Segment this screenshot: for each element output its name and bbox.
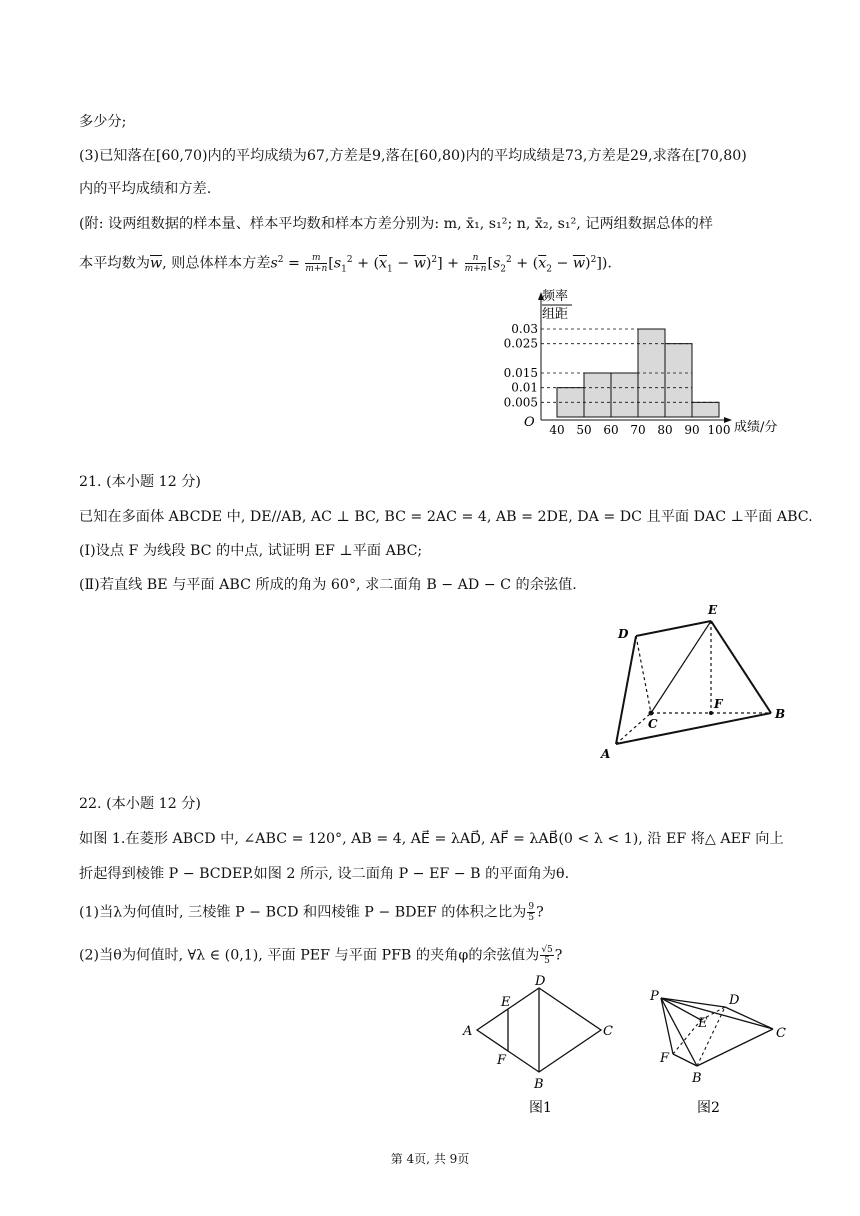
hist-xtick-label: 80 — [657, 423, 673, 437]
q22-fig2-caption: 图2 — [697, 1100, 720, 1116]
svg-text:D: D — [729, 993, 740, 1008]
q21-label-f: F — [714, 697, 723, 711]
hist-ytick-label: 0.025 — [503, 336, 538, 351]
q21-part1: (Ⅰ)设点 F 为线段 BC 的中点, 试证明 EF ⊥平面 ABC; — [79, 543, 423, 559]
q20-note-line1: (附: 设两组数据的样本量、样本平均数和样本方差分别为: m, x̄₁, s₁²; n, x̄₂, s₁², 记两组数据总体的样 — [79, 216, 713, 232]
page-footer: 第 4页, 共 9页 — [390, 1152, 470, 1166]
hist-xlabel: 成绩/分 — [734, 420, 778, 435]
svg-text:F: F — [660, 1051, 670, 1066]
q21-label-c: C — [648, 717, 658, 731]
q22-part1: (1)当λ为何值时, 三棱锥 P − BCD 和四棱锥 P − BDEF 的体积之比为 $\frac{9}{5}$ ? — [79, 902, 544, 923]
hist-xtick-label: 100 — [707, 423, 731, 437]
hist-xtick-label: 90 — [684, 423, 700, 437]
q21-stem: 已知在多面体 ABCDE 中, DE//AB, AC ⊥ BC, BC = 2AC = 4, AB = 2DE, DA = DC 且平面 DAC ⊥平面 ABC. — [79, 509, 813, 525]
svg-text:P: P — [650, 989, 659, 1004]
hist-xtick-label: 40 — [549, 423, 565, 437]
q22-fig1-caption: 图1 — [529, 1100, 552, 1116]
hist-bar-50-60 — [584, 373, 611, 417]
q20-note-line2: 本平均数为$\overline{w}$, 则总体样本方差$s^2$ = $\frac{m}{m+n}$ $[s_1^2 + (\overline{x}_1 - \overline{w})^2]$ + $\frac{n}{m+n}$ $[s_2^2 + (\overline{x}_2 - \overline{w})^2]$). — [79, 253, 612, 275]
q21-label-d: D — [618, 627, 629, 641]
hist-xtick-label: 70 — [630, 423, 646, 437]
hist-xtick-label: 50 — [576, 423, 592, 437]
hist-ytick-label: 0.01 — [511, 380, 538, 395]
q22-heading: 22. (本小题 12 分) — [79, 796, 201, 812]
hist-bar-80-90 — [665, 344, 692, 417]
svg-text:C: C — [603, 1024, 613, 1039]
svg-text:B: B — [534, 1077, 544, 1092]
q22-stem-line2: 折起得到棱锥 P − BCDEP.如图 2 所示, 设二面角 P − EF − B 的平面角为θ. — [79, 866, 570, 882]
q22-part2: (2)当θ为何值时, ∀λ ∈ (0,1), 平面 PEF 与平面 PFB 的夹角φ的余弦值为 $\frac{√5}{5}$ ? — [79, 945, 563, 966]
hist-ylabel-bottom: 组距 — [542, 307, 569, 322]
svg-text:B: B — [692, 1071, 702, 1086]
hist-ytick-label: 0.005 — [503, 395, 538, 410]
hist-ytick-label: 0.015 — [503, 366, 538, 380]
q21-polyhedron-figure — [596, 596, 796, 761]
svg-text:D: D — [535, 974, 546, 989]
svg-text:A: A — [463, 1024, 473, 1039]
q21-label-a: A — [601, 747, 611, 761]
q21-heading: 21. (本小题 12 分) — [79, 474, 201, 490]
svg-text:F: F — [497, 1053, 507, 1068]
frequency-histogram — [490, 280, 800, 440]
hist-ytick-label: 0.03 — [511, 322, 538, 336]
svg-text:C: C — [776, 1026, 786, 1041]
q21-part2: (Ⅱ)若直线 BE 与平面 ABC 所成的角为 60°, 求二面角 B − AD − C 的余弦值. — [79, 577, 577, 593]
q22-rhombus-figure-1 — [455, 972, 625, 1122]
q22-stem-line1: 如图 1.在菱形 ABCD 中, ∠ABC = 120°, AB = 4, AE⃗ = λAD⃗, AF⃗ = λAB⃗(0 < λ < 1), 沿 EF 将△ AEF 向上 — [79, 831, 784, 847]
svg-text:E: E — [698, 1016, 708, 1031]
svg-text:E: E — [501, 995, 511, 1010]
hist-xtick-label: 60 — [603, 423, 619, 437]
hist-bar-90-100 — [692, 402, 719, 417]
q20-part3-line2: 内的平均成绩和方差. — [79, 181, 212, 197]
hist-bar-60-70 — [611, 373, 638, 417]
q22-pyramid-figure-2 — [645, 982, 805, 1122]
q21-label-e: E — [708, 603, 718, 617]
q21-label-b: B — [775, 707, 786, 721]
q20-cont: 多少分; — [79, 114, 127, 130]
hist-ylabel-top: 频率 — [542, 289, 569, 304]
hist-origin: O — [524, 415, 535, 430]
q20-part3-line1: (3)已知落在[60,70)内的平均成绩为67,方差是9,落在[60,80)内的平均成绩是73,方差是29,求落在[70,80) — [79, 148, 747, 164]
